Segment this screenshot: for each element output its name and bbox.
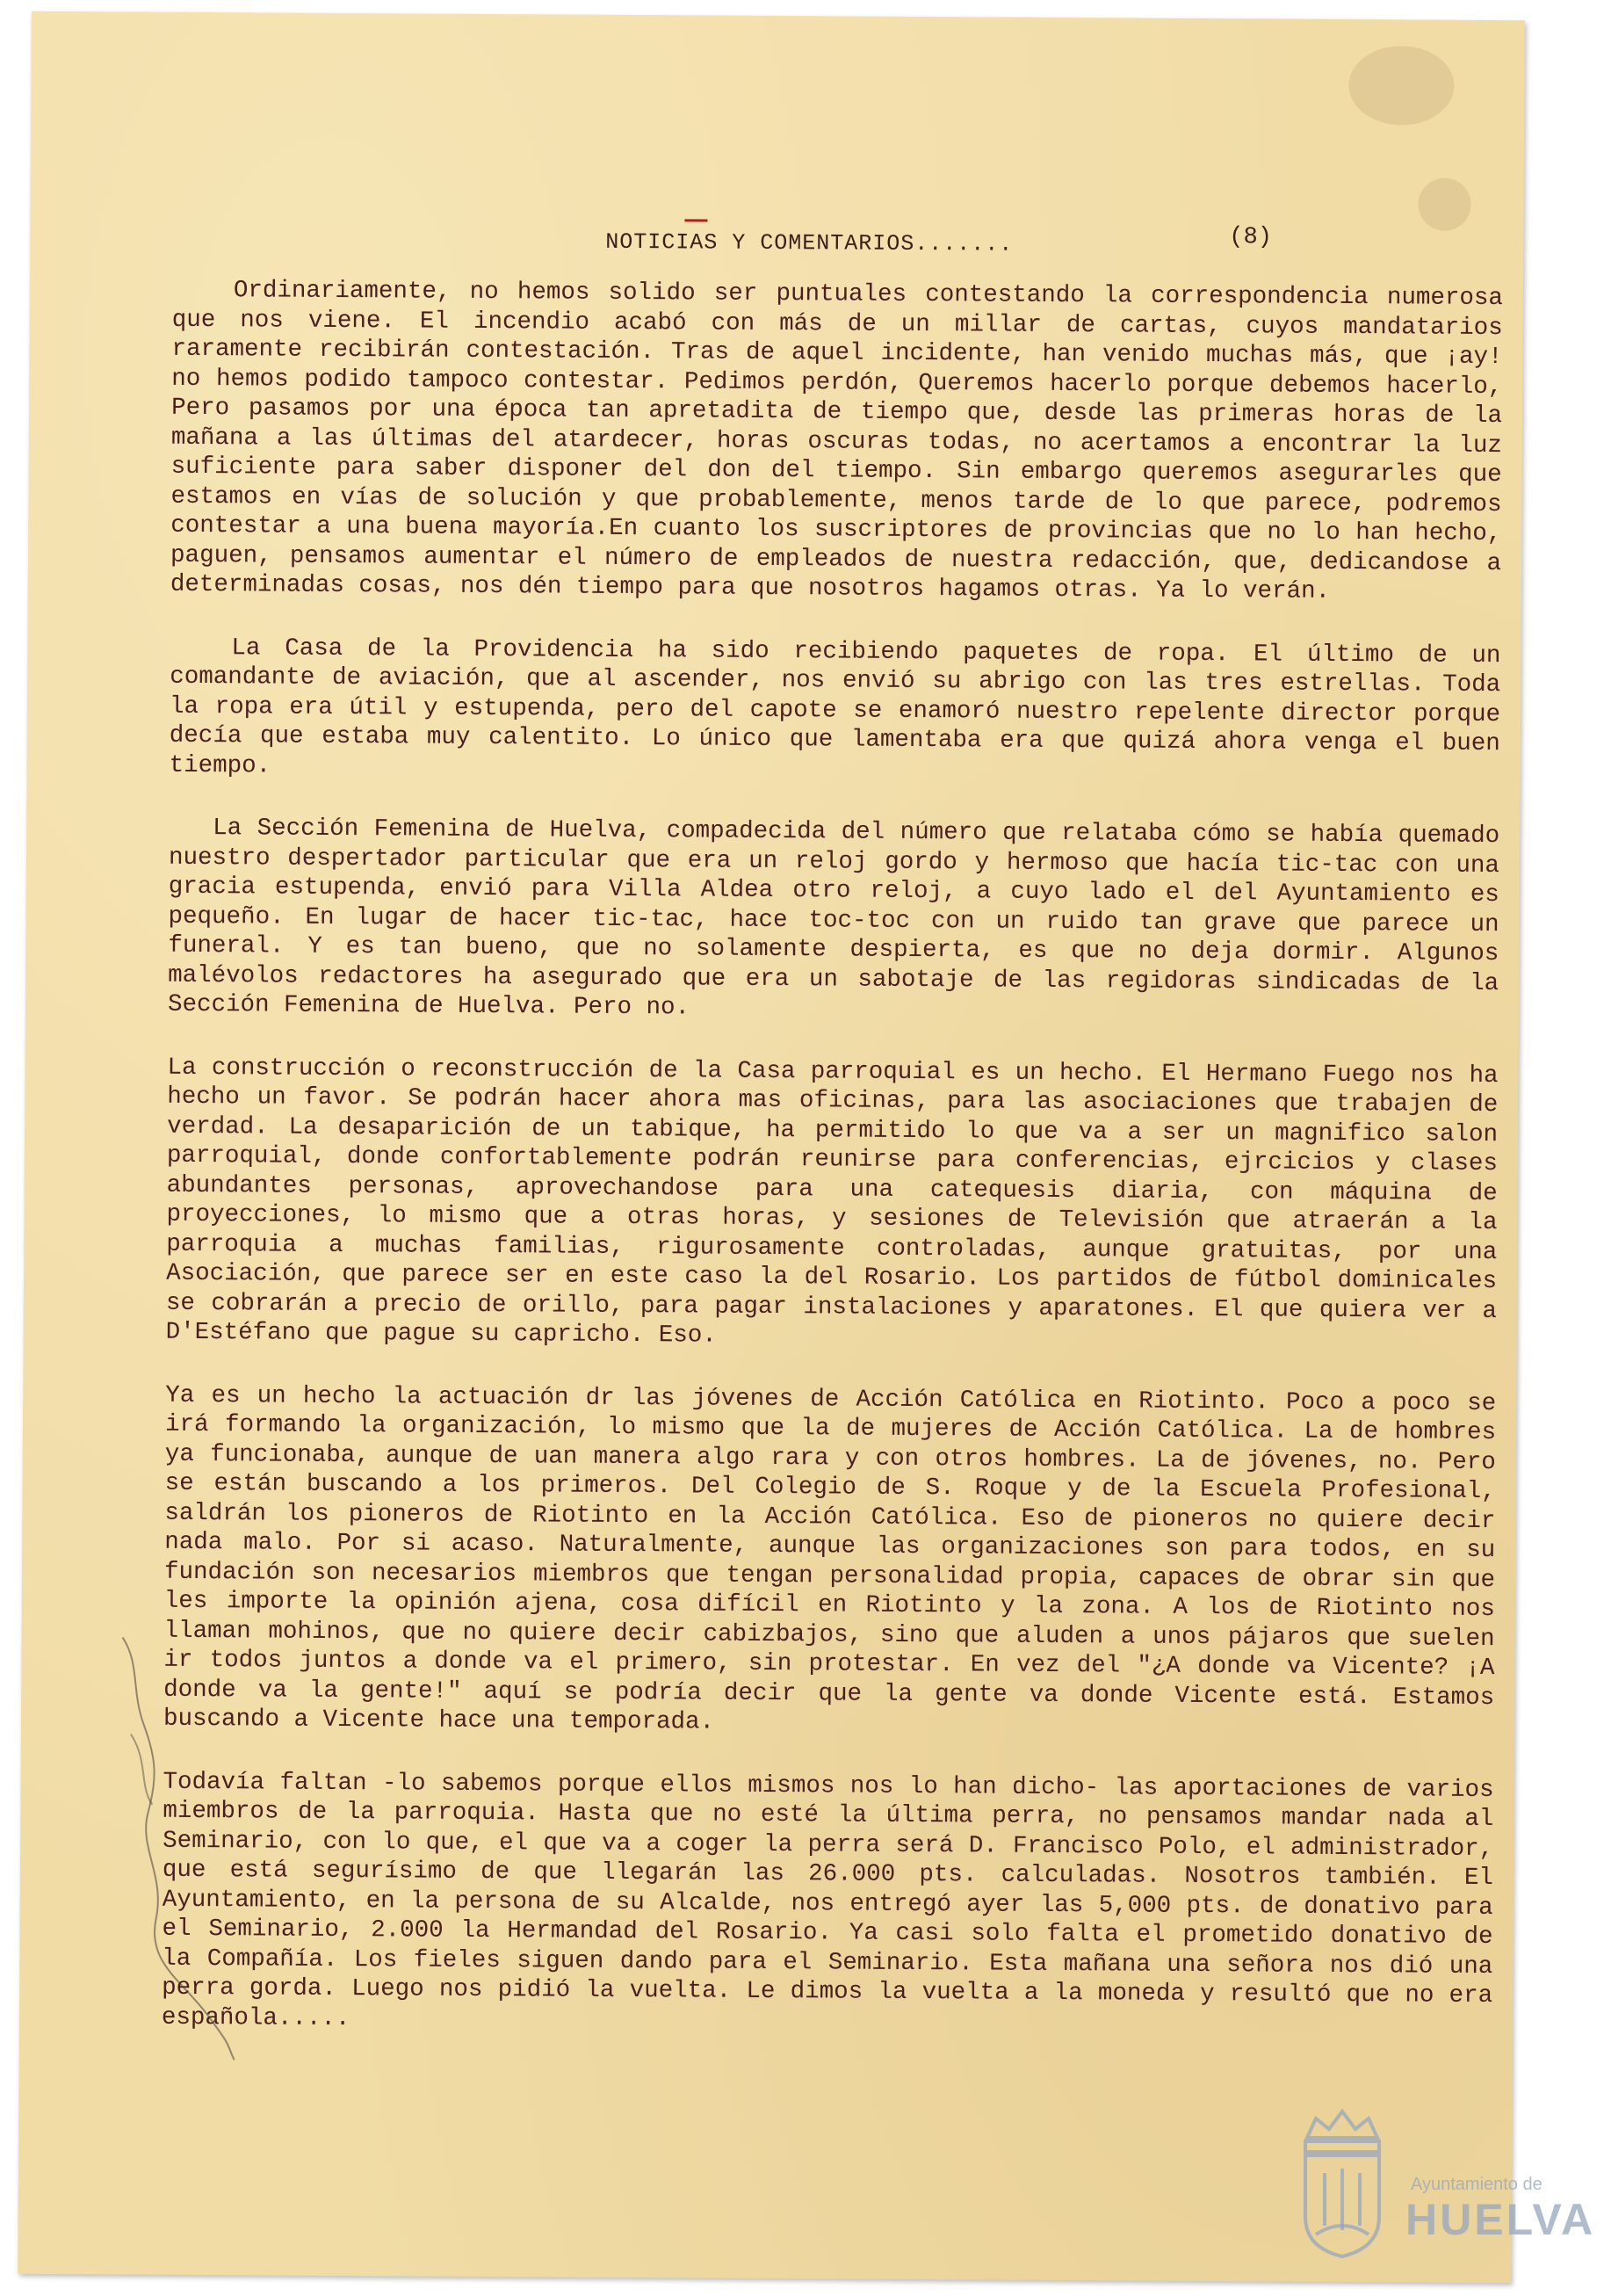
watermark-line-1: Ayuntamiento de: [1411, 2175, 1543, 2194]
paragraph: Todavía faltan -lo sabemos porque ellos mismos nos lo han dicho- las aportaciones de varios miembros de la parroquia. Hasta que no esté la última perra, no pensamos mandar nada al Seminario, con lo que, el que va a coger la perra será D. Francisco Polo, el administrador, que está segurísimo de que llegarán las 26.000 pts. calculadas. Nosotros también. El Ayuntamiento, en la persona de su Alcalde, nos entregó ayer las 5,000 pts. de donativo para el Seminario, 2.000 la Hermandad del Rosario. Ya casi solo falta el prometido donativo de la Compañía. Los fieles siguen dando para el Seminario. Esta mañana una señora nos dió una perra gorda. Luego nos pidió la vuelta. Le dimos la vuelta a la moneda y resultó que no era española.....: [161, 1768, 1509, 2032]
red-ink-mark: [684, 219, 707, 221]
paper-stain: [1348, 46, 1455, 126]
pencil-scribble: [103, 1628, 246, 2068]
paragraph: La Sección Femenina de Huelva, compadecida del número que relataba cómo se había quemado nuestro despertador particular que era un reloj gordo y hermoso que hacía tic-tac con una gracia estupenda, envió para Villa Aldea otro reloj, a cuyo lado el del Ayuntamiento es pequeño. En lugar de hacer tic-tac, hace toc-toc con un ruido tan grave que parece un funeral. Y es tan bueno, que no solamente despierta, es que no deja dormir. Algunos malévolos redactores ha asegurado que era un sabotaje de las regidoras sindicadas de la Sección Femenina de Huelva. Pero no.: [167, 815, 1514, 1022]
paragraph: La construcción o reconstrucción de la Casa parroquial es un hecho. El Hermano Fuego nos ha hecho un favor. Se podrán hacer ahora mas oficinas, para las asociaciones que trabajen de verdad. La desaparición de un tabique, ha permitido lo que va a ser un magnifico salon parroquial, donde confortablemente podrán reunirse para conferencias, ejrcicios y clases abundantes personas, aprovechandose para una catequesis diaria, con máquina de proyecciones, lo mismo que a otras horas, y sesiones de Televisión que atraerán a la parroquia a muchas familias, rigurosamente controladas, aunque gratuitas, por una Asociación, que parece ser en este caso la del Rosario. Los partidos de fútbol dominicales se cobrarán a precio de orillo, para pagar instalaciones y aparatones. El que quiera ver a D'Estéfano que pague su capricho. Eso.: [165, 1054, 1514, 1350]
article-body: [161, 276, 1518, 2074]
document-sheet: [18, 11, 1525, 2283]
paragraph: Ya es un hecho la actuación dr las jóvenes de Acción Católica en Riotinto. Poco a poco se irá formando la organización, lo mismo que la de mujeres de Acción Católica. La de hombres ya funcionaba, aunque de uan manera algo rara y con otros hombres. La de jóvenes, no. Pero se están buscando a los primeros. Del Colegio de S. Roque y de la Escuela Profesional, saldrán los pioneros de Riotinto en la Acción Católica. Eso de pioneros no quiere decir nada malo. Por si acaso. Naturalmente, aunque las organizaciones son para todos, en su fundación son necesarios miembros que tengan personalidad propia, capaces de obrar sin que les importe la opinión ajena, cosa difícil en Riotinto y la zona. A los de Riotinto nos llaman mohinos, que no quiere decir cabizbajos, sino que aluden a unos pájaros que suelen ir todos juntos a donde va el primero, sin protestar. En vez del "¿A donde va Vicente? ¡A donde va la gente!" aquí se podría decir que la gente va donde Vicente está. Estamos buscando a Vicente hace una temporada.: [163, 1381, 1511, 1736]
page-header: [30, 215, 1523, 259]
page-title: NOTICIAS Y COMENTARIOS.......: [605, 228, 1014, 257]
coat-of-arms-icon: [1290, 2103, 1395, 2261]
ayuntamiento-huelva-watermark: [1290, 2103, 1596, 2278]
paragraph: Ordinariamente, no hemos solido ser puntuales contestando la correspondencia numerosa que nos viene. El incendio acabó con más de un millar de cartas, cuyos mandatarios raramente recibirán contestación. Tras de aquel incidente, han venido muchas más, que ¡ay! no hemos podido tampoco contestar. Pedimos perdón, Queremos hacerlo porque debemos hacerlo, Pero pasamos por una época tan apretadita de tiempo que, desde las primeras horas de la mañana a las últimas del atardecer, horas oscuras todas, no acertamos a encontrar la luz suficiente para saber disponer del don del tiempo. Sin embargo queremos asegurarles que estamos en vías de solución y que probablemente, menos tarde de lo que parece, podremos contestar a una buena mayoría.En cuanto los suscriptores de provincias que no lo han hecho, paguen, pensamos aumentar el número de empleados de nuestra redacción, que, dedicandose a determinadas cosas, nos dén tiempo para que nosotros hagamos otras. Ya lo verán.: [170, 277, 1518, 605]
page-number: (8): [1229, 224, 1273, 251]
watermark-line-2: HUELVA: [1405, 2195, 1596, 2244]
paragraph: La Casa de la Providencia ha sido recibiendo paquetes de ropa. El último de un comandante de aviación, que al ascender, nos envió su abrigo con las tres estrellas. Toda la ropa era útil y estupenda, pero del capote se enamoró nuestro repelente director porque decía que estaba muy calentito. Lo único que lamentaba era que quizá ahora venga el buen tiempo.: [169, 634, 1516, 780]
